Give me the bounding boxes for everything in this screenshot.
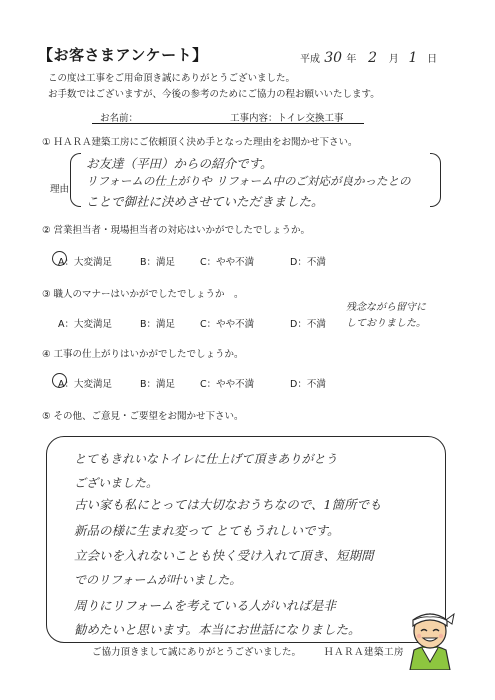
option-c: C：やや不満: [200, 379, 255, 390]
comment-line: 新品の様に生まれ変って とてもうれしいです。: [74, 523, 340, 538]
reason-answer-line-2: リフォームの仕上がりや リフォーム中のご対応が良かったとの: [86, 174, 411, 188]
question-1: ① ＨＡＲＡ建築工房にご依頼頂く決め手となった理由をお聞かせ下さい。: [42, 137, 358, 148]
work-description: 工事内容：トイレ交換工事: [230, 113, 344, 124]
reason-answer-line-3: ことで御社に決めさせていただきました。: [86, 194, 324, 209]
date-month-unit: 月: [388, 54, 399, 65]
date-year-unit: 年: [346, 54, 357, 65]
option-c: C：やや不満: [200, 257, 255, 268]
option-a: A：大変満足: [58, 379, 112, 390]
date-month: 2: [368, 50, 378, 66]
company-name: ＨＡＲＡ建築工房: [324, 647, 405, 658]
q3-note-line-2: しておりました。: [346, 318, 426, 329]
intro-line-2: お手数ではございますが、今後の参考のためにご協力の程お願いいたします。: [48, 89, 380, 100]
options-q4: [58, 376, 348, 388]
reason-bracket-left: [70, 153, 81, 207]
footer-thanks: ご協力頂きまして誠にありがとうございました。: [92, 647, 302, 658]
options-q3: [58, 316, 348, 328]
reason-answer-line-1: お友達（平田）からの紹介です。: [86, 156, 273, 171]
comment-line: 古い家も私にとっては大切なおうちなので、1箇所でも: [74, 497, 382, 512]
option-b: B：満足: [140, 319, 176, 330]
option-a: A：大変満足: [58, 319, 112, 330]
comment-line: とてもきれいなトイレに仕上げて頂きありがとう: [74, 452, 338, 466]
question-4: ④ 工事の仕上がりはいかがでしたでしょうか。: [42, 349, 244, 360]
comment-line: 立会いを入れないことも快く受け入れて頂き、短期間: [74, 548, 374, 563]
date-era: 平成: [300, 54, 320, 65]
survey-title: 【お客さまアンケート】: [38, 46, 208, 64]
comment-line: ございました。: [74, 476, 159, 490]
comment-line: でのリフォームが叶いました。: [74, 573, 242, 587]
reason-label: 理由: [50, 184, 70, 195]
q3-note-line-1: 残念ながら留守に: [346, 302, 426, 313]
comment-line: 周りにリフォームを考えている人がいれば是非: [74, 598, 336, 613]
customer-info: [92, 110, 364, 124]
option-d: D：不満: [290, 379, 326, 390]
question-3: ③ 職人のマナーはいかがでしたでしょうか 。: [42, 289, 244, 300]
date-day: 1: [408, 50, 418, 66]
option-c: C：やや不満: [200, 319, 255, 330]
worker-mascot-icon: [400, 598, 460, 670]
option-d: D：不満: [290, 319, 326, 330]
question-5: ⑤ その他、ご意見・ご要望をお聞かせ下さい。: [42, 411, 244, 422]
date-year: 30: [324, 50, 343, 66]
survey-date: [300, 50, 437, 66]
reason-bracket-right: [430, 153, 441, 207]
option-a: A：大変満足: [58, 257, 112, 268]
date-day-unit: 日: [427, 54, 438, 65]
comment-line: 勧めたいと思います。本当にお世話になりました。: [74, 622, 361, 637]
option-b: B：満足: [140, 379, 176, 390]
intro-line-1: この度は工事をご用命頂き誠にありがとうございました。: [48, 73, 296, 84]
option-b: B：満足: [140, 257, 176, 268]
name-label: お名前：: [100, 113, 139, 124]
option-d: D：不満: [290, 257, 326, 268]
options-q2: [58, 254, 348, 266]
question-2: ② 営業担当者・現場担当者の対応はいかがでしたでしょうか。: [42, 225, 311, 236]
